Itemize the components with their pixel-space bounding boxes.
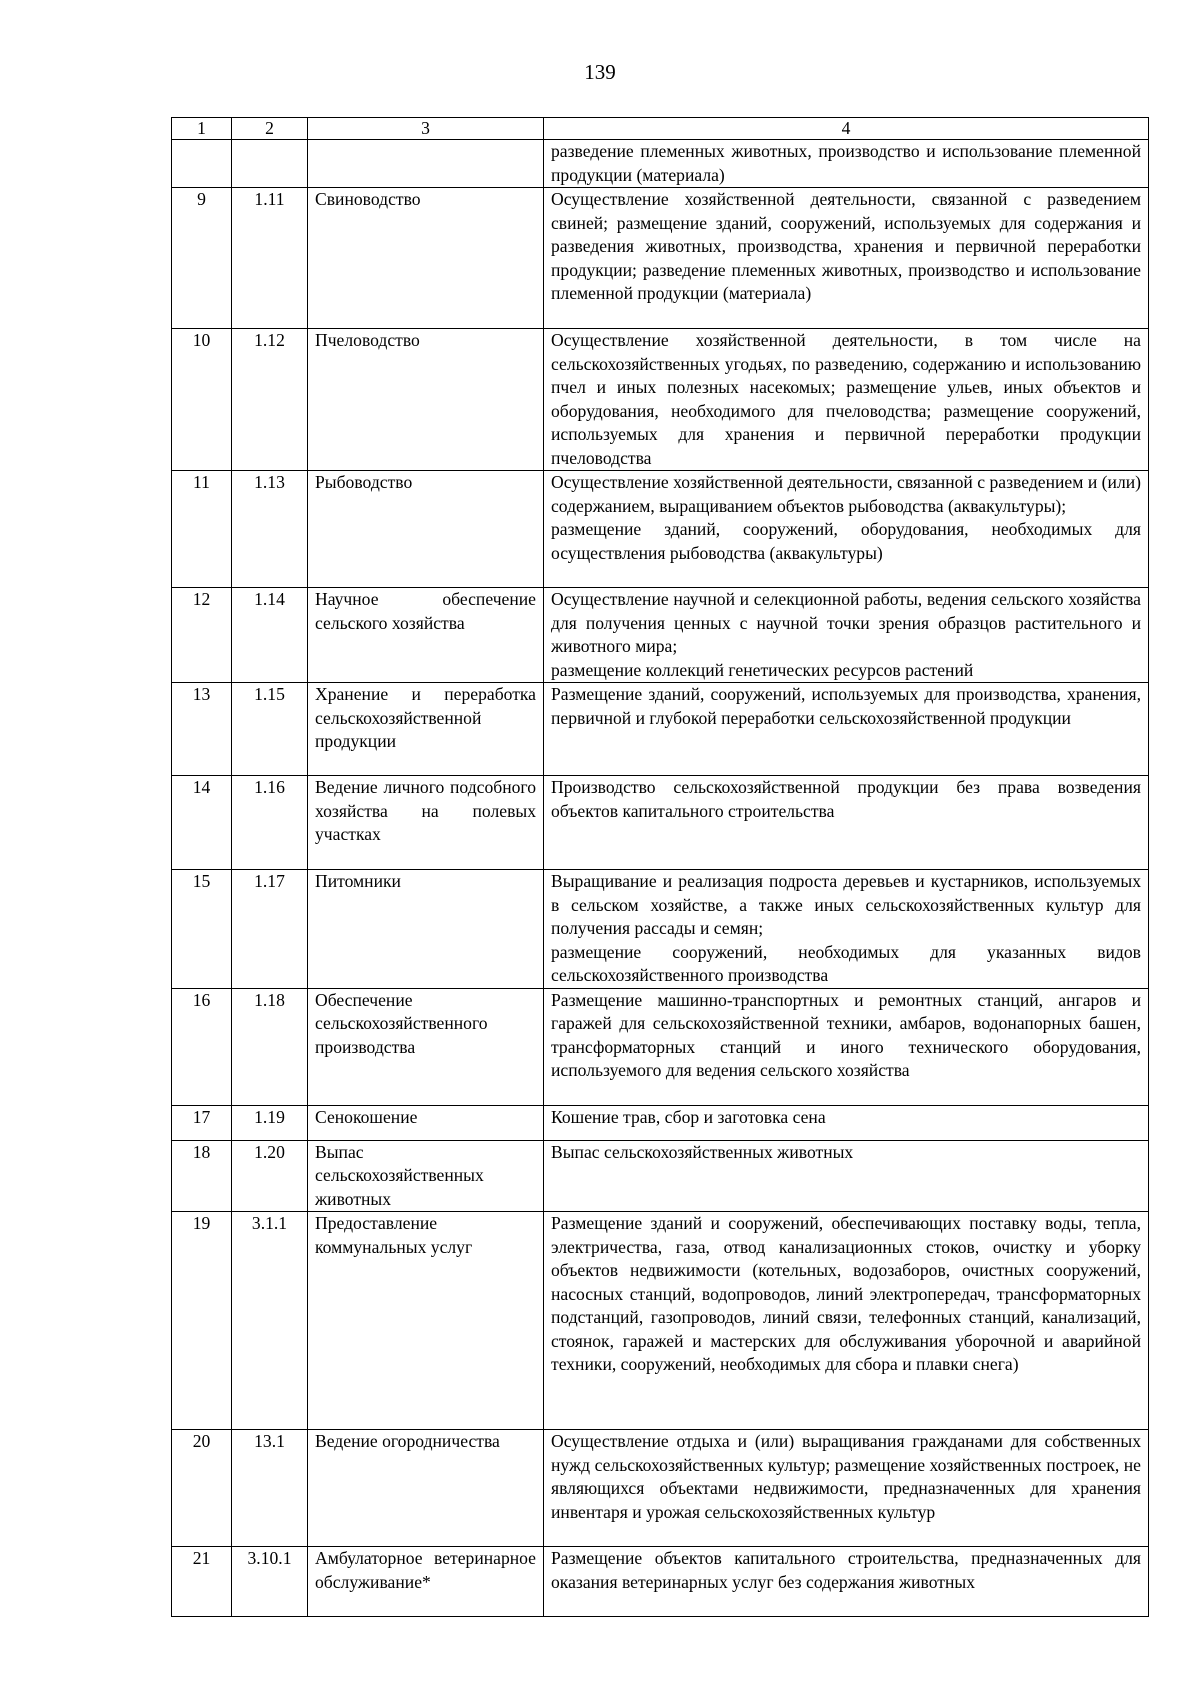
table-row [172,1140,1149,1212]
row-name-cell: Ведение личного подсобного хозяйства на полевых участках [308,776,544,870]
row-name-cell: Питомники [308,870,544,989]
table-row [172,188,1149,329]
header-cell-4: 4 [544,118,1149,140]
row-code-cell: 1.13 [232,471,308,588]
table-row [172,588,1149,683]
row-description-cell: Осуществление хозяйственной деятельности, связанной с разведением свиней; размещение зданий, сооружений, используемых для содержания и разведения животных, производства, хранения и первичной переработки продукции; разведение племенных животных, производство и использование племенной продукции (материала) [544,188,1149,329]
row-description-cell: Кошение трав, сбор и заготовка сена [544,1105,1149,1140]
row-description-cell: Осуществление хозяйственной деятельности, в том числе на сельскохозяйственных угодьях, по разведению, содержанию и использованию пчел и иных полезных насекомых; размещение ульев, иных объектов и оборудования, необходимого для пчеловодства; размещение сооружений, используемых для хранения и первичной переработки продукции пчеловодства [544,329,1149,471]
row-code-cell: 1.19 [232,1105,308,1140]
row-description-cell: Размещение машинно-транспортных и ремонтных станций, ангаров и гаражей для сельскохозяйственной техники, амбаров, водонапорных башен, трансформаторных станций и иного технического оборудования, используемого для ведения сельского хозяйства [544,988,1149,1105]
table-row [172,1105,1149,1140]
row-name-cell: Ведение огородничества [308,1430,544,1547]
row-number-cell [172,140,232,188]
row-description-cell: Выращивание и реализация подроста деревьев и кустарников, используемых в сельском хозяйстве, а также иных сельскохозяйственных культур для получения рассады и семян; размещение сооружений, необходимых для указанных видов сельскохозяйственного производства [544,870,1149,989]
row-number-cell: 17 [172,1105,232,1140]
row-description-cell: Осуществление хозяйственной деятельности, связанной с разведением и (или) содержанием, выращиванием объектов рыбоводства (аквакультуры); размещение зданий, сооружений, оборудования, необходимых для осуществления рыбоводства (аквакультуры) [544,471,1149,588]
row-description-cell: Размещение объектов капитального строительства, предназначенных для оказания ветеринарных услуг без содержания животных [544,1547,1149,1617]
table-row [172,776,1149,870]
row-number-cell: 11 [172,471,232,588]
row-name-cell: Амбулаторное ветеринарное обслуживание* [308,1547,544,1617]
header-cell-3: 3 [308,118,544,140]
row-code-cell: 3.1.1 [232,1212,308,1430]
row-code-cell: 1.16 [232,776,308,870]
row-name-cell: Сенокошение [308,1105,544,1140]
row-number-cell: 12 [172,588,232,683]
row-number-cell: 13 [172,683,232,776]
table-row [172,140,1149,188]
table-row [172,683,1149,776]
row-code-cell: 1.20 [232,1140,308,1212]
header-cell-2: 2 [232,118,308,140]
row-description-cell: Осуществление отдыха и (или) выращивания гражданами для собственных нужд сельскохозяйственных культур; размещение хозяйственных построек, не являющихся объектами недвижимости, предназначенных для хранения инвентаря и урожая сельскохозяйственных культур [544,1430,1149,1547]
row-name-cell: Предоставление коммунальных услуг [308,1212,544,1430]
row-number-cell: 20 [172,1430,232,1547]
row-number-cell: 14 [172,776,232,870]
row-description-cell: Выпас сельскохозяйственных животных [544,1140,1149,1212]
row-code-cell [232,140,308,188]
row-name-cell: Рыбоводство [308,471,544,588]
row-name-cell: Пчеловодство [308,329,544,471]
row-name-cell: Хранение и переработка сельскохозяйственной продукции [308,683,544,776]
row-description-cell: Размещение зданий и сооружений, обеспечивающих поставку воды, тепла, электричества, газа, отвод канализационных стоков, очистку и уборку объектов недвижимости (котельных, водозаборов, очистных сооружений, насосных станций, водопроводов, линий электропередач, трансформаторных подстанций, газопроводов, линий связи, телефонных станций, канализаций, стоянок, гаражей и мастерских для обслуживания уборочной и аварийной техники, сооружений, необходимых для сбора и плавки снега) [544,1212,1149,1430]
table-row [172,988,1149,1105]
row-name-cell: Научное обеспечение сельского хозяйства [308,588,544,683]
row-description-cell: разведение племенных животных, производство и использование племенной продукции (материала) [544,140,1149,188]
land-use-table [171,117,1149,1617]
row-number-cell: 16 [172,988,232,1105]
table-row [172,1430,1149,1547]
row-code-cell: 3.10.1 [232,1547,308,1617]
table-header-row [172,118,1149,140]
table-row [172,329,1149,471]
row-description-cell: Размещение зданий, сооружений, используемых для производства, хранения, первичной и глубокой переработки сельскохозяйственной продукции [544,683,1149,776]
row-code-cell: 1.17 [232,870,308,989]
table-row [172,1547,1149,1617]
row-number-cell: 18 [172,1140,232,1212]
row-code-cell: 1.12 [232,329,308,471]
row-name-cell: Свиноводство [308,188,544,329]
row-number-cell: 10 [172,329,232,471]
row-number-cell: 21 [172,1547,232,1617]
row-code-cell: 1.18 [232,988,308,1105]
table-row [172,471,1149,588]
page-number: 139 [584,60,616,84]
table-row [172,870,1149,989]
table-row [172,1212,1149,1430]
row-code-cell: 1.11 [232,188,308,329]
row-code-cell: 1.15 [232,683,308,776]
row-name-cell: Выпас сельскохозяйственных животных [308,1140,544,1212]
row-number-cell: 9 [172,188,232,329]
row-code-cell: 1.14 [232,588,308,683]
row-description-cell: Производство сельскохозяйственной продукции без права возведения объектов капитального строительства [544,776,1149,870]
row-number-cell: 15 [172,870,232,989]
header-cell-1: 1 [172,118,232,140]
row-number-cell: 19 [172,1212,232,1430]
row-name-cell [308,140,544,188]
row-description-cell: Осуществление научной и селекционной работы, ведения сельского хозяйства для получения ценных с научной точки зрения образцов растительного и животного мира; размещение коллекций генетических ресурсов растений [544,588,1149,683]
row-name-cell: Обеспечение сельскохозяйственного производства [308,988,544,1105]
row-code-cell: 13.1 [232,1430,308,1547]
